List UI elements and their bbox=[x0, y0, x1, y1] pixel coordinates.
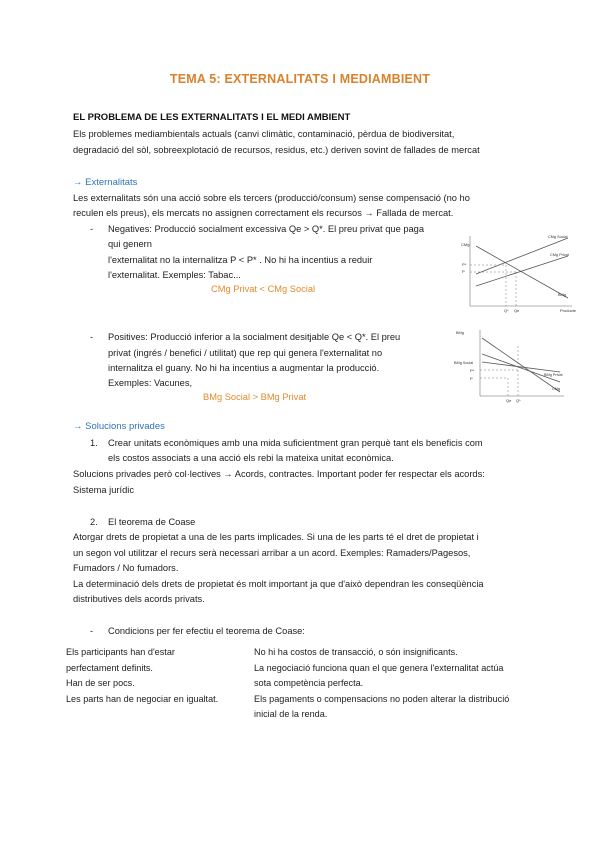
coase-line-2: un segon vol utilitzar el recurs serà necessari arribar a un acord. Exemples: Ramaders/Pagesos, bbox=[73, 548, 471, 558]
solucions-item2-number: 2. bbox=[90, 517, 98, 527]
solucions-item1-line-2: els costos associats a una acció els rebi la mateixa unitat econòmica. bbox=[108, 453, 394, 463]
neg-label-bmg: BMg bbox=[558, 293, 566, 297]
negatives-bullet: - bbox=[90, 224, 94, 234]
negatives-line-4: l'externalitat. Exemples: Tabac... bbox=[108, 270, 241, 280]
positive-externality-chart bbox=[452, 326, 572, 406]
neg-label-cmg-privat: CMg Privat bbox=[550, 253, 569, 257]
condicions-right-4: Els pagaments o compensacions no poden alterar la distribució bbox=[254, 694, 510, 704]
positives-line-1: Positives: Producció inferior a la socialment desitjable Qe < Q*. El preu bbox=[108, 332, 401, 342]
collective-line-1: Solucions privades però col·lectives → Acords, contractes. Important poder fer respectar els acords: bbox=[73, 469, 485, 479]
pos-cmg-line bbox=[482, 338, 560, 392]
condicions-left-2: perfectament definits. bbox=[66, 663, 153, 673]
neg-label-p: P bbox=[462, 269, 465, 274]
neg-label-pstar: P* bbox=[462, 262, 467, 267]
neg-label-cmg: CMg bbox=[461, 242, 470, 247]
neg-label-qe: Qe bbox=[514, 308, 520, 313]
intro-line-1: Els problemes mediambientals actuals (canvi climàtic, contaminació, pèrdua de biodiversitat, bbox=[73, 129, 455, 139]
coase-line-5: distributives dels acords privats. bbox=[73, 594, 205, 604]
condicions-left-1: Els participants han d'estar bbox=[66, 647, 175, 657]
externalitats-text-2: reculen els preus), els mercats no assignen correctament els recursos → Fallada de mercat. bbox=[73, 208, 454, 218]
positives-formula: BMg Social > BMg Privat bbox=[203, 392, 307, 402]
positives-line-4: Exemples: Vacunes, bbox=[108, 378, 193, 388]
negatives-formula: CMg Privat < CMg Social bbox=[211, 284, 316, 294]
pos-label-bmg-privat: BMg Privat bbox=[544, 373, 563, 377]
coase-line-3: Fumadors / No fumadors. bbox=[73, 563, 179, 573]
page-title: TEMA 5: EXTERNALITATS I MEDIAMBIENT bbox=[169, 72, 431, 86]
pos-label-cmg: CMg bbox=[552, 387, 561, 391]
negative-externality-chart bbox=[460, 228, 580, 318]
negatives-line-1: Negatives: Producció socialment excessiva Qe > Q*. El preu privat que paga bbox=[108, 224, 424, 234]
condicions-left-3: Han de ser pocs. bbox=[66, 678, 135, 688]
condicions-title: Condicions per fer efectiu el teorema de Coase: bbox=[108, 626, 305, 636]
pos-label-bmg-social: BMg Social bbox=[454, 361, 474, 365]
collective-line-2: Sistema jurídic bbox=[73, 485, 134, 495]
pos-label-qstar: Q* bbox=[516, 398, 521, 403]
solucions-item1-line-1: Crear unitats econòmiques amb una mida suficientment gran perquè tant els beneficis com bbox=[108, 438, 483, 448]
condicions-left-4: Les parts han de negociar en igualtat. bbox=[66, 694, 219, 704]
coase-line-4: La determinació dels drets de propietat és molt important ja que d'això dependran les conseqüència bbox=[73, 579, 484, 589]
neg-label-cmg-social: CMg Social bbox=[548, 235, 568, 239]
condicions-right-5: inicial de la renda. bbox=[254, 709, 328, 719]
intro-line-2: degradació del sòl, sobreexplotació de recursos, residus, etc.) deriven sovint de fallades de mercat bbox=[73, 145, 480, 155]
positives-line-3: internalitza el guany. No hi ha incentius a augmentar la producció. bbox=[108, 363, 380, 373]
neg-cmg-privat-line bbox=[476, 256, 568, 286]
pos-bmg-social-line bbox=[482, 362, 560, 372]
solucions-item1-number: 1. bbox=[90, 438, 98, 448]
condicions-right-3: sota competència perfecta. bbox=[254, 678, 364, 688]
positives-bullet: - bbox=[90, 332, 94, 342]
pos-label-qe: Qe bbox=[506, 398, 512, 403]
coase-line-1: Atorgar drets de propietat a una de les parts implicades. Si una de les parts té el dret de propietat i bbox=[73, 532, 479, 542]
pos-label-pstar: P* bbox=[470, 368, 475, 373]
pos-label-p: P bbox=[470, 376, 473, 381]
externalitats-heading: → Externalitats bbox=[73, 177, 138, 188]
solucions-heading: → Solucions privades bbox=[73, 421, 165, 432]
section-heading: EL PROBLEMA DE LES EXTERNALITATS I EL MEDI AMBIENT bbox=[73, 112, 351, 123]
coase-title: El teorema de Coase bbox=[108, 517, 196, 527]
pos-label-bmg: BMg bbox=[456, 331, 464, 335]
condicions-bullet: - bbox=[90, 626, 94, 636]
condicions-right-2: La negociació funciona quan el que genera l'externalitat actúa bbox=[254, 663, 504, 673]
negatives-line-2: qui genern bbox=[108, 239, 152, 249]
neg-label-producte: Producte bbox=[560, 308, 577, 313]
neg-label-qstar: Q* bbox=[504, 308, 509, 313]
negatives-line-3: l'externalitat no la internalitza P < P* . No hi ha incentius a reduir bbox=[108, 255, 373, 265]
externalitats-text-1: Les externalitats són una acció sobre els tercers (producció/consum) sense compensació (no ho bbox=[73, 193, 470, 203]
condicions-right-1: No hi ha costos de transacció, o són insignificants. bbox=[254, 647, 458, 657]
positives-line-2: privat (ingrés / benefici / utilitat) que rep qui genera l'externalitat no bbox=[108, 348, 383, 358]
